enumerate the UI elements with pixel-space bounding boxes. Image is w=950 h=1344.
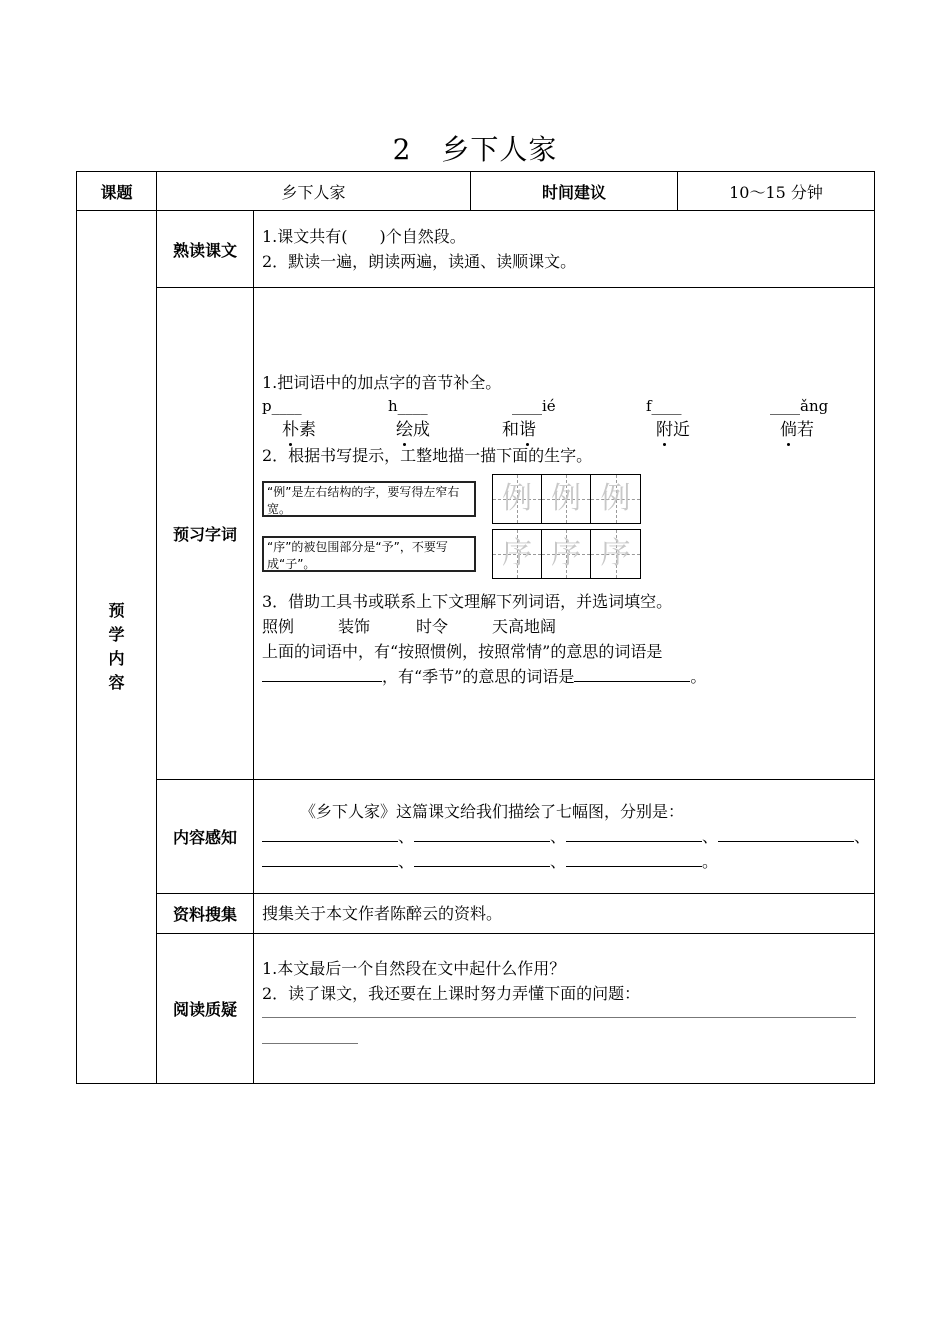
trace-char: 例 xyxy=(600,481,631,516)
side-label: 预 学 内 容 xyxy=(77,211,157,1084)
content-blanks-2: 、 、 。 xyxy=(262,849,866,874)
answer-line-1[interactable] xyxy=(262,1016,856,1018)
read-line-2: 2．默读一遍，朗读两遍，读通、读顺课文。 xyxy=(262,252,577,271)
pinyin-blank-2[interactable]: h____ xyxy=(388,397,428,415)
words-label: 预习字词 xyxy=(157,288,254,780)
fill-line-2: ，有“季节”的意思的词语是 。 xyxy=(262,664,866,689)
research-row xyxy=(77,894,875,934)
read-content xyxy=(254,211,875,288)
research-label: 资料搜集 xyxy=(157,894,254,934)
picture-blank-5[interactable] xyxy=(262,850,398,867)
picture-blank-3[interactable] xyxy=(566,825,702,842)
question-line-1: 1.本文最后一个自然段在文中起什么作用？ xyxy=(262,959,566,978)
topic-label: 课题 xyxy=(77,172,157,211)
picture-blank-1[interactable] xyxy=(262,825,398,842)
picture-blank-6[interactable] xyxy=(414,850,550,867)
words-q3: 3．借助工具书或联系上下文理解下列词语，并选词填空。 xyxy=(262,592,673,611)
words-q2: 2．根据书写提示，工整地描一描下面的生字。 xyxy=(262,446,593,465)
research-text: 搜集关于本文作者陈醉云的资料。 xyxy=(254,894,875,934)
term-4: 附近 xyxy=(656,417,780,443)
choice-3: 时令 xyxy=(416,617,449,636)
term-2: 绘成 xyxy=(396,417,502,443)
trace-char: 例 xyxy=(551,481,581,516)
picture-blank-2[interactable] xyxy=(414,825,550,842)
term-3: 和谐 xyxy=(502,417,656,443)
read-label: 熟读课文 xyxy=(157,211,254,288)
preview-table xyxy=(76,171,875,1084)
fill-line-1: 上面的词语中，有“按照惯例，按照常情”的意思的词语是 xyxy=(262,642,663,661)
header-row xyxy=(77,172,875,211)
pinyin-row xyxy=(262,395,866,417)
content-blanks-1: 、 、 、 、 xyxy=(262,824,866,849)
question-line-2: 2．读了课文，我还要在上课时努力弄懂下面的问题： xyxy=(262,984,641,1003)
pinyin-blank-4[interactable]: f____ xyxy=(646,397,682,415)
tracing-grid-1[interactable] xyxy=(492,474,641,524)
content-label: 内容感知 xyxy=(157,780,254,894)
tracing-grid-2[interactable] xyxy=(492,529,641,579)
term-5: 倘若 xyxy=(780,417,814,443)
content-intro: 《乡下人家》这篇课文给我们描绘了七幅图，分别是： xyxy=(300,802,685,821)
words-row xyxy=(77,288,875,780)
pinyin-blank-1[interactable]: p____ xyxy=(262,397,302,415)
lesson-number: 2 xyxy=(392,133,412,166)
words-content xyxy=(254,288,875,780)
content-row xyxy=(77,780,875,894)
choice-4: 天高地阔 xyxy=(492,617,557,636)
read-row xyxy=(77,211,875,288)
char-practice-2 xyxy=(262,529,866,579)
question-content xyxy=(254,934,875,1084)
picture-blank-7[interactable] xyxy=(566,850,702,867)
writing-tip-2: “序”的被包围部分是“予”，不要写成“子”。 xyxy=(262,536,476,572)
question-label: 阅读质疑 xyxy=(157,934,254,1084)
read-line-1: 1.课文共有( )个自然段。 xyxy=(262,227,466,246)
picture-blank-4[interactable] xyxy=(718,825,854,842)
content-content xyxy=(254,780,875,894)
terms-row xyxy=(262,417,866,443)
trace-char: 序 xyxy=(502,536,532,571)
pinyin-blank-5[interactable]: ____ǎng xyxy=(770,397,829,415)
pinyin-blank-3[interactable]: ____ié xyxy=(512,397,556,415)
word-choices xyxy=(262,614,866,639)
char-practice-1 xyxy=(262,474,866,524)
choice-2: 装饰 xyxy=(338,617,371,636)
page-title xyxy=(0,128,950,168)
words-q1: 1.把词语中的加点字的音节补全。 xyxy=(262,373,502,392)
fill-blank-1[interactable] xyxy=(262,665,382,682)
question-row xyxy=(77,934,875,1084)
answer-line-2[interactable] xyxy=(262,1042,358,1044)
fill-blank-2[interactable] xyxy=(574,665,690,682)
trace-char: 序 xyxy=(600,536,631,571)
trace-char: 序 xyxy=(551,536,581,571)
time-value: 10～15 分钟 xyxy=(678,172,875,211)
writing-tip-1: “例”是左右结构的字，要写得左窄右宽。 xyxy=(262,481,476,517)
topic-value: 乡下人家 xyxy=(157,172,471,211)
time-label: 时间建议 xyxy=(471,172,678,211)
term-1: 朴素 xyxy=(262,417,396,443)
lesson-title: 乡下人家 xyxy=(441,133,558,166)
choice-1: 照例 xyxy=(262,617,295,636)
trace-char: 例 xyxy=(502,481,532,516)
